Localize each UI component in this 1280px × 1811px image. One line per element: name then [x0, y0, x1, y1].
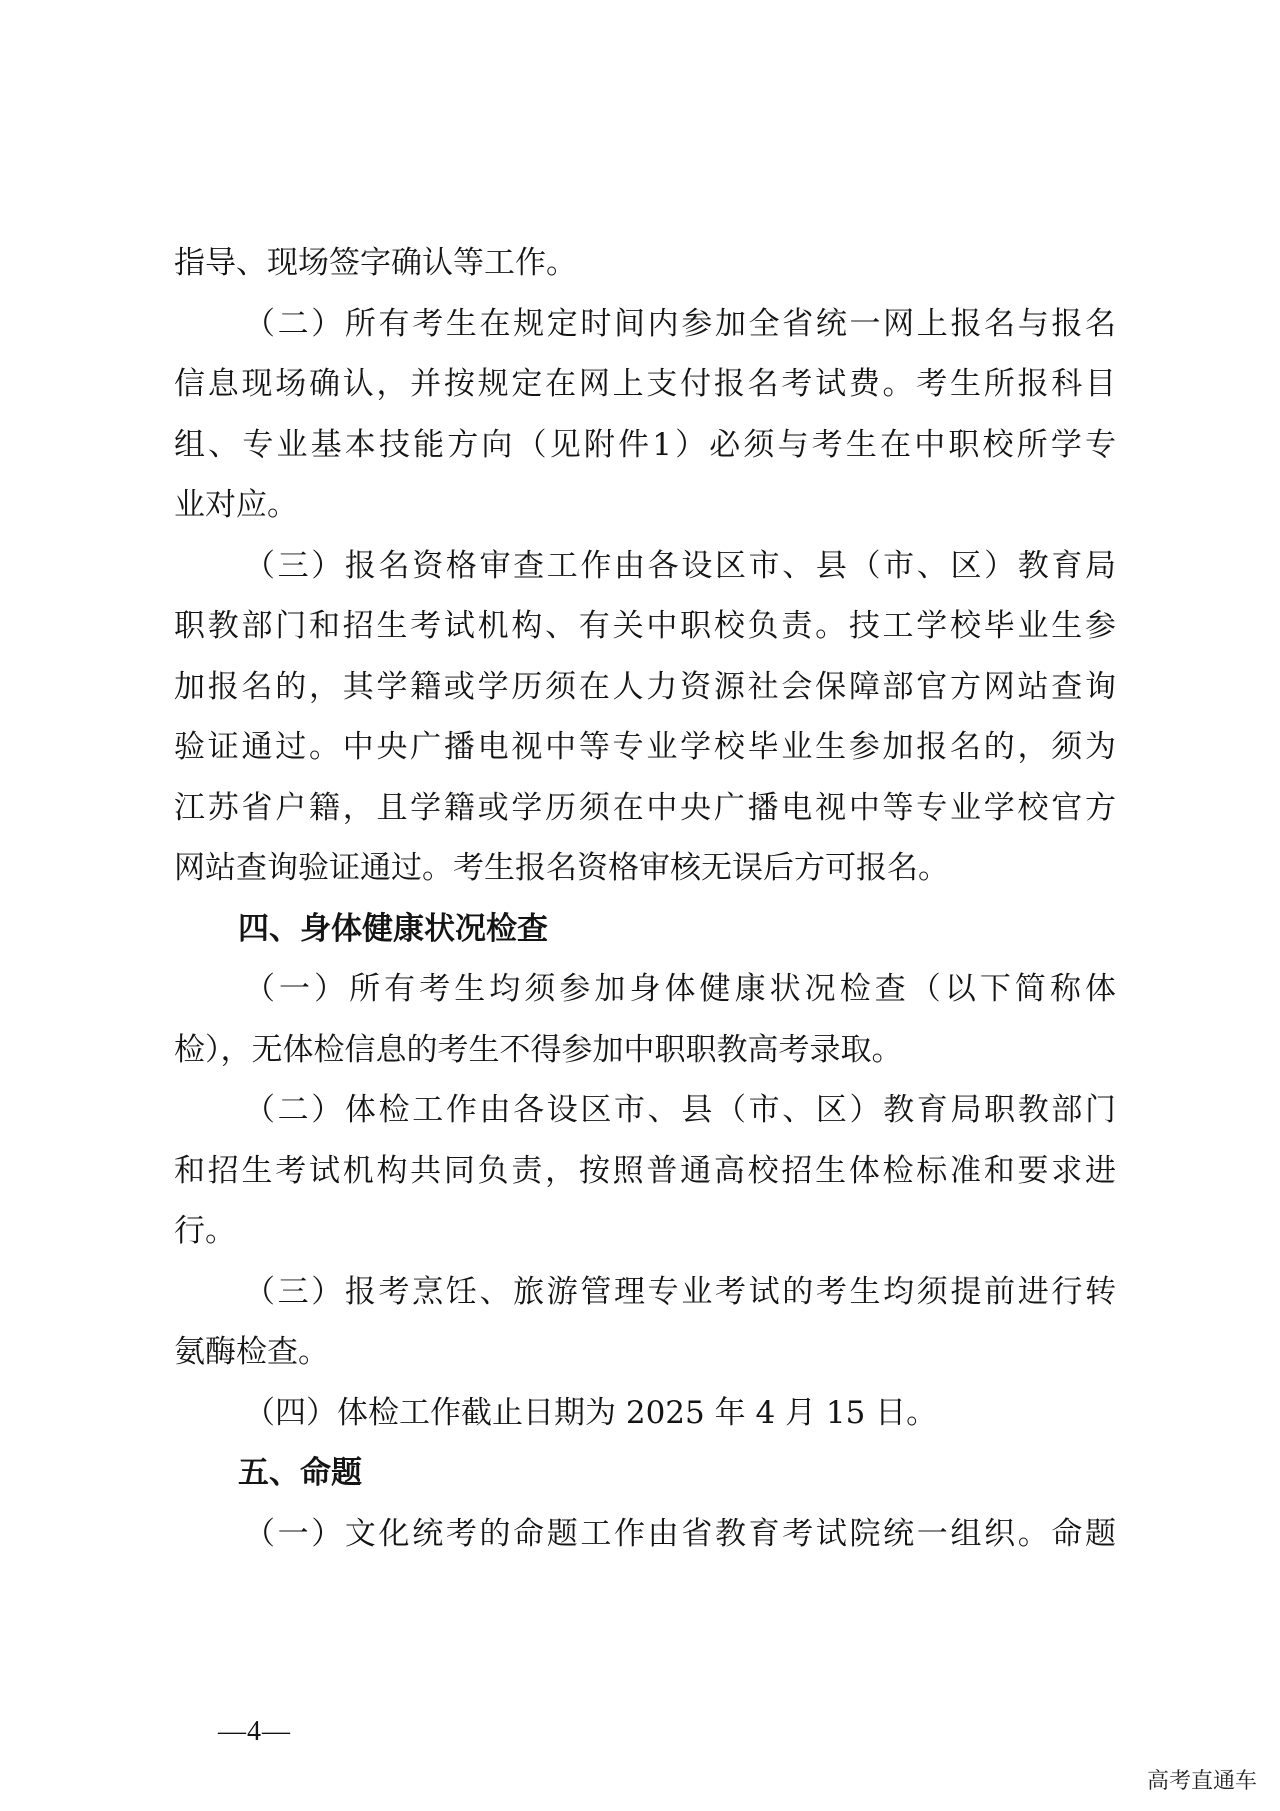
text-line: 组、专业基本技能方向（见附件1）必须与考生在中职校所学专 [174, 426, 1116, 463]
text-line: 验证通过。中央广播电视中等专业学校毕业生参加报名的，须为 [174, 729, 1116, 765]
text-line: 和招生考试机构共同负责，按照普通高校招生体检标准和要求进 [174, 1152, 1116, 1189]
text-line: 氨酶检查。 [174, 1334, 329, 1370]
section-heading: 四、身体健康状况检查 [238, 910, 548, 947]
text-line: （三）报名资格审查工作由各设区市、县（市、区）教育局 [244, 547, 1116, 584]
text-line: 网站查询验证通过。考生报名资格审核无误后方可报名。 [174, 850, 949, 886]
page-number: —4— [218, 1716, 291, 1747]
text-line: （二）体检工作由各设区市、县（市、区）教育局职教部门 [244, 1092, 1116, 1128]
text-line: 业对应。 [174, 487, 298, 523]
text-line: 指导、现场签字确认等工作。 [174, 245, 577, 281]
watermark: 高考直通车 [1141, 1762, 1263, 1797]
text-line: 检），无体检信息的考生不得参加中职职教高考录取。 [174, 1031, 903, 1068]
text-line: （一）所有考生均须参加身体健康状况检查（以下简称体 [244, 971, 1116, 1007]
section-heading: 五、命题 [238, 1455, 362, 1491]
text-line: （一）文化统考的命题工作由省教育考试院统一组织。命题 [244, 1515, 1116, 1552]
text-line: （二）所有考生在规定时间内参加全省统一网上报名与报名 [244, 305, 1116, 342]
text-line: （四）体检工作截止日期为 2025 年 4 月 15 日。 [244, 1394, 938, 1431]
text-line: （三）报考烹饪、旅游管理专业考试的考生均须提前进行转 [244, 1273, 1116, 1310]
text-line: 信息现场确认，并按规定在网上支付报名考试费。考生所报科目 [174, 366, 1116, 402]
text-line: 加报名的，其学籍或学历须在人力资源社会保障部官方网站查询 [174, 668, 1116, 705]
text-line: 职教部门和招生考试机构、有关中职校负责。技工学校毕业生参 [174, 608, 1116, 644]
document-body [174, 233, 1116, 1564]
text-line: 行。 [174, 1213, 236, 1249]
text-line: 江苏省户籍，且学籍或学历须在中央广播电视中等专业学校官方 [174, 789, 1116, 826]
